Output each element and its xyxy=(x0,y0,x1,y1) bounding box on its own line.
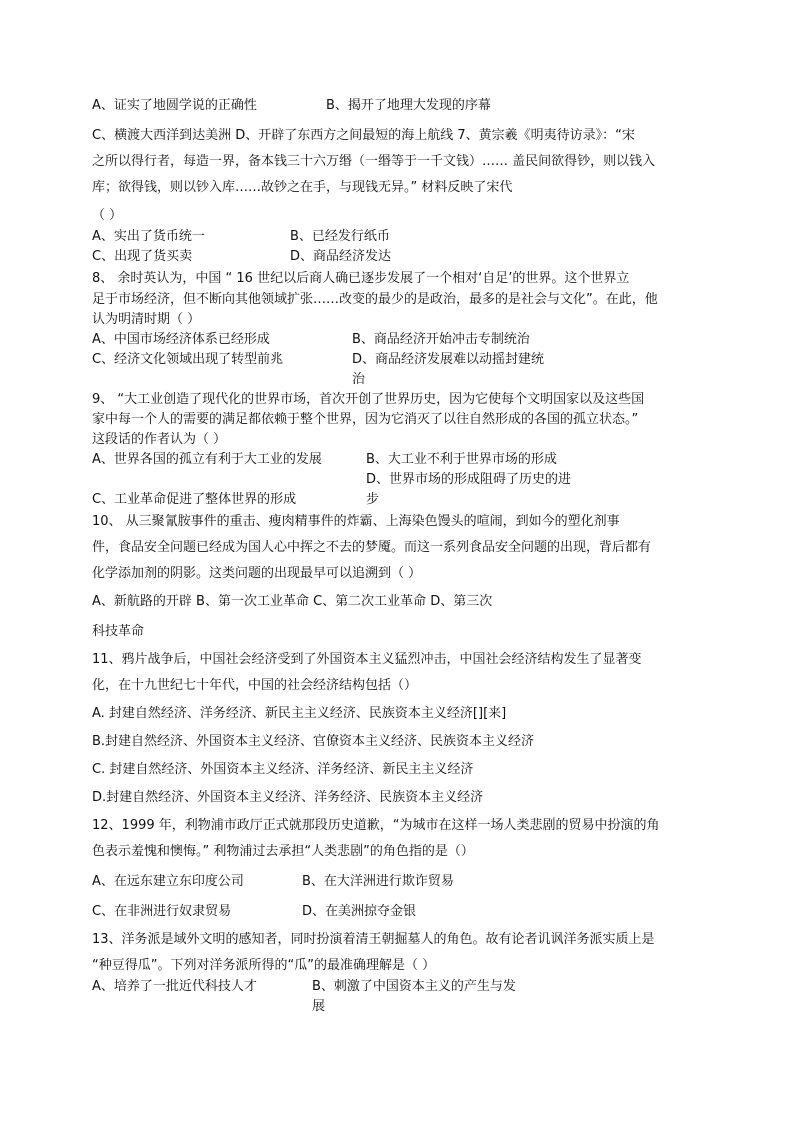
q10-stem-line2: 件，食品安全问题已经成为国人心中挥之不去的梦魇。而这一系列食品安全问题的出现，背后都有 xyxy=(92,540,652,555)
q12-stem-line2: 色表示羞愧和懊悔。” 利物浦过去承担“人类悲剧”的角色指的是（） xyxy=(92,844,474,859)
q7-option-b: B、已经发行纸币 xyxy=(290,229,390,244)
q7-answer-paren: （ ） xyxy=(92,208,123,223)
q12-option-a: A、在远东建立东印度公司 xyxy=(92,874,244,889)
q6-options-cd-q7-stem: C、横渡大西洋到达美洲 D、开辟了东西方之间最短的海上航线 7、黄宗羲《明夷待访录》：“宋 xyxy=(92,128,635,143)
q13-option-b: B、刺激了中国资本主义的产生与发 xyxy=(312,979,516,994)
q11-option-d: D.封建自然经济、外国资本主义经济、洋务经济、民族资本主义经济 xyxy=(92,790,484,805)
q10-stem-line3: 化学添加剂的阴影。这类问题的出现最早可以追溯到（ ） xyxy=(92,566,422,581)
q12-option-c: C、在非洲进行奴隶贸易 xyxy=(92,904,232,919)
q8-option-c: C、经济文化领域出现了转型前兆 xyxy=(92,352,284,367)
q10-options-cont: 科技革命 xyxy=(92,624,145,639)
q13-option-b-cont: 展 xyxy=(312,999,326,1014)
q12-stem-line1: 12、1999 年，利物浦市政厅正式就那段历史道歉，“为城市在这样一场人类悲剧的贸易中扮演的角 xyxy=(92,818,660,833)
q12-option-b: B、在大洋洲进行欺诈贸易 xyxy=(302,874,454,889)
q7-stem-line2: 之所以得行者，每造一界，备本钱三十六万缗（一缗等于一千文钱）…… 盖民间欲得钞，则以钱入 xyxy=(92,154,656,169)
q11-option-c: C. 封建自然经济、外国资本主义经济、洋务经济、新民主主义经济 xyxy=(92,762,474,777)
q8-option-d: D、商品经济发展难以动摇封建统 xyxy=(352,352,545,367)
q11-option-a: A. 封建自然经济、洋务经济、新民主主义经济、民族资本主义经济[][来] xyxy=(92,706,507,721)
q6-option-a: A、证实了地圆学说的正确性 xyxy=(92,98,257,113)
q8-stem-line2: 足于市场经济，但不断向其他领域扩张……改变的最少的是政治，最多的是社会与文化”。在此，他 xyxy=(92,292,658,307)
q11-stem-line1: 11、鸦片战争后，中国社会经济受到了外国资本主义猛烈冲击，中国社会经济结构发生了显著变 xyxy=(92,652,642,667)
q8-option-a: A、中国市场经济体系已经形成 xyxy=(92,332,270,347)
q13-stem-line2: “种豆得瓜”。下列对洋务派所得的“瓜”的最准确理解是（ ） xyxy=(92,958,436,973)
q6-option-b: B、揭开了地理大发现的序幕 xyxy=(326,98,491,113)
q9-stem-line3: 这段话的作者认为（ ） xyxy=(92,432,227,447)
q12-option-d: D、在美洲掠夺金银 xyxy=(302,904,417,919)
q9-stem-line1: 9、 “大工业创造了现代化的世界市场，首次开创了世界历史，因为它使每个文明国家以及这些国 xyxy=(92,392,645,407)
q9-option-a: A、世界各国的孤立有利于大工业的发展 xyxy=(92,452,322,467)
q7-option-c: C、出现了货买卖 xyxy=(92,249,193,264)
q7-option-a: A、实出了货币统一 xyxy=(92,229,205,244)
q10-options: A、新航路的开辟 B、第一次工业革命 C、第二次工业革命 D、第三次 xyxy=(92,594,493,609)
q8-stem-line3: 认为明清时期（ ） xyxy=(92,312,201,327)
q7-stem-line3: 库；欲得钱，则以钞入库……故钞之在手，与现钱无异。” 材料反映了宋代 xyxy=(92,180,513,195)
q8-stem-line1: 8、 余时英认为，中国 “ 16 世纪以后商人确已逐步发展了一个相对‘自足’的世界。这个世界立 xyxy=(92,271,630,286)
q13-option-a: A、培养了一批近代科技人才 xyxy=(92,979,257,994)
q13-stem-line1: 13、洋务派是域外文明的感知者，同时扮演着清王朝掘墓人的角色。故有论者讥讽洋务派实质上是 xyxy=(92,932,655,947)
q11-stem-line2: 化，在十九世纪七十年代，中国的社会经济结构包括（） xyxy=(92,678,418,693)
q9-option-d-cont: 步 xyxy=(366,492,380,507)
q11-option-b: B.封建自然经济、外国资本主义经济、官僚资本主义经济、民族资本主义经济 xyxy=(92,734,535,749)
q9-option-b: B、大工业不利于世界市场的形成 xyxy=(366,452,557,467)
q10-stem-line1: 10、 从三聚氰胺事件的重击、瘦肉精事件的炸霸、上海染色馒头的喧闹，到如今的塑化剂事 xyxy=(92,514,620,529)
q9-option-c: C、工业革命促进了整体世界的形成 xyxy=(92,492,297,507)
q8-option-b: B、商品经济开始冲击专制统治 xyxy=(352,332,530,347)
q7-option-d: D、商品经济发达 xyxy=(290,249,392,264)
q9-stem-line2: 家中每一个人的需要的满足都依赖于整个世界，因为它消灭了以往自然形成的各国的孤立状态。” xyxy=(92,412,639,427)
q9-option-d: D、世界市场的形成阻碍了历史的进 xyxy=(366,472,572,487)
q8-option-d-cont: 治 xyxy=(352,372,366,387)
